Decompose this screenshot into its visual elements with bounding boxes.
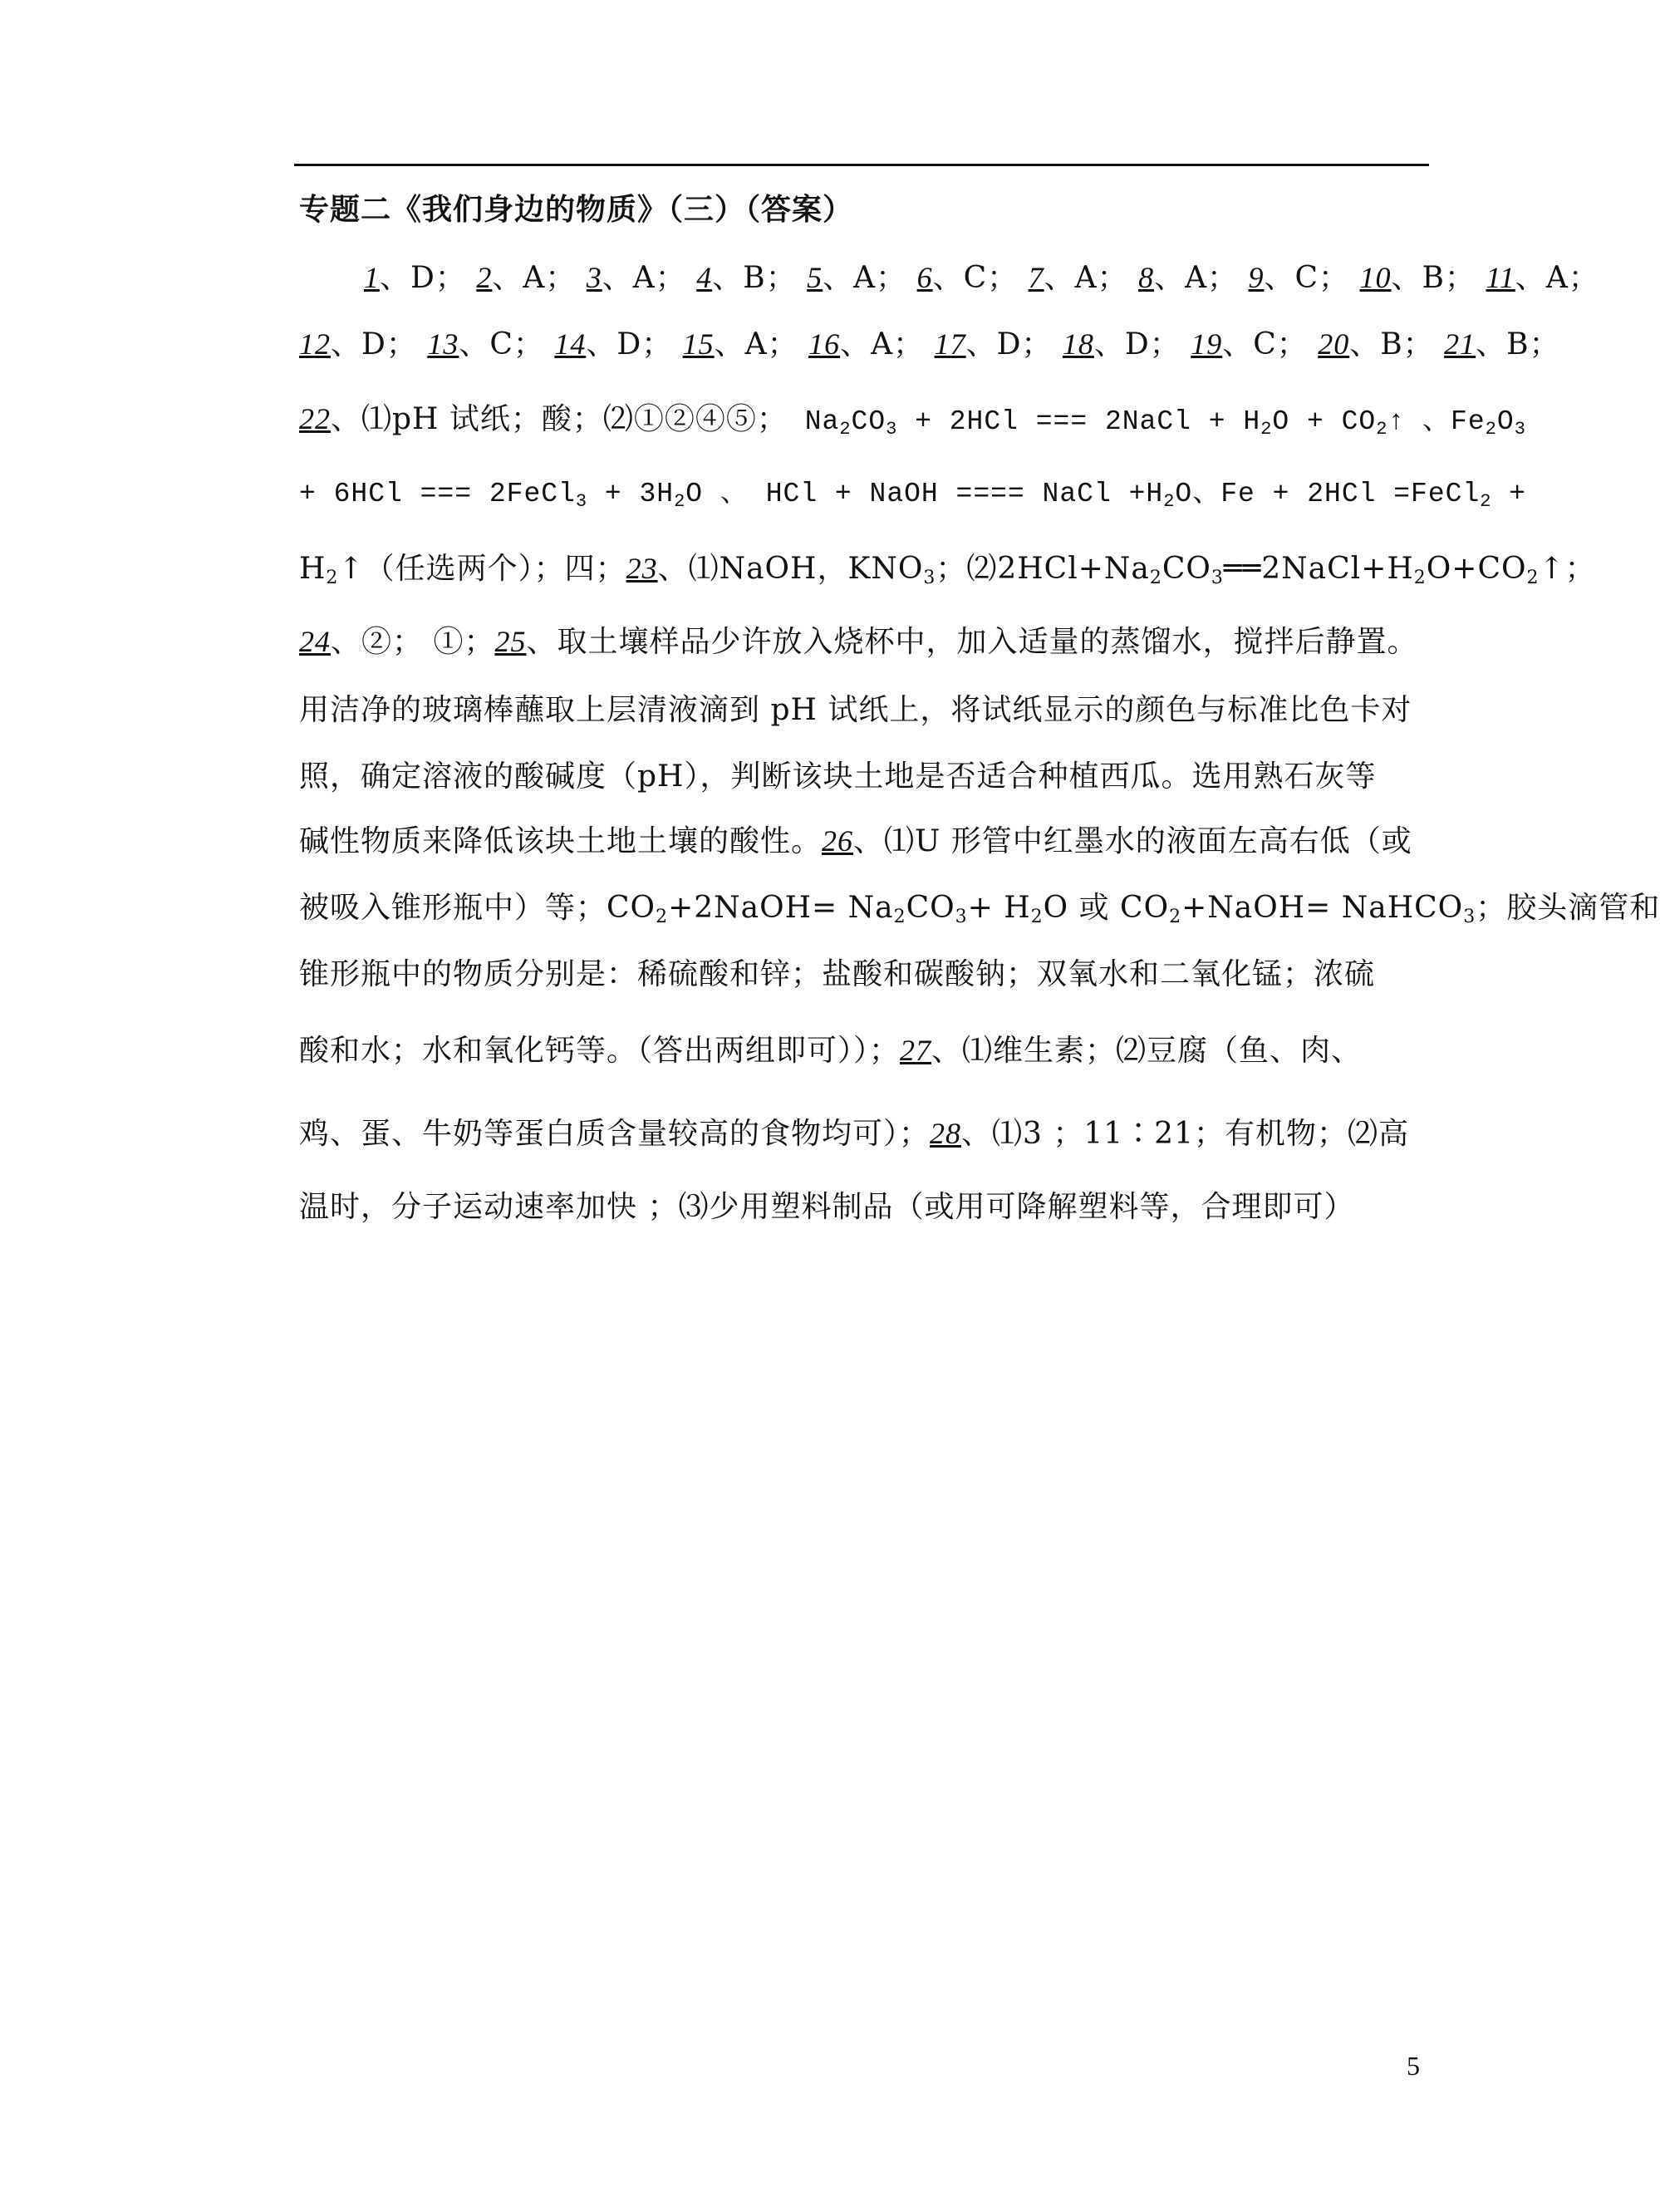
answer: 、B； bbox=[1391, 261, 1476, 295]
answer-line-3 bbox=[299, 396, 1526, 440]
answer-line-9: 碱性物质来降低该块土地土壤的酸性。26、⑴U 形管中红墨水的液面左高右低（或 bbox=[299, 824, 1412, 858]
text: 、⑴pH 试纸；酸；⑵①②④⑤； bbox=[331, 402, 788, 436]
answer: 、C； bbox=[932, 261, 1019, 295]
question-number: 7 bbox=[1028, 261, 1044, 294]
question-number: 4 bbox=[696, 261, 713, 294]
question-number: 28 bbox=[930, 1117, 962, 1150]
question-number: 12 bbox=[299, 327, 331, 361]
question-number: 24 bbox=[299, 625, 331, 658]
answer-line-14: 温时，分子运动速率加快 ；⑶少用塑料制品（或用可降解塑料等，合理即可） bbox=[299, 1190, 1355, 1224]
page-title: 专题二《我们身边的物质》（三）（答案） bbox=[299, 192, 854, 227]
answer-line-2 bbox=[299, 321, 1560, 363]
answer: 、C； bbox=[1264, 261, 1350, 295]
question-number: 19 bbox=[1191, 327, 1223, 361]
answer: 、B； bbox=[1476, 327, 1560, 361]
answer-line-5: $H_2↑$（任选两个）；四；23、⑴NaOH，$KNO_3$；$⑵2HCl+Na_2CO_3══2NaCl+H_2O+CO_2↑$； bbox=[299, 552, 1596, 588]
answer: 、A； bbox=[840, 327, 925, 361]
question-number: 3 bbox=[586, 261, 602, 294]
question-number: 16 bbox=[808, 327, 841, 361]
answer: 、D； bbox=[965, 327, 1053, 361]
answer-line-13: 鸡、蛋、牛奶等蛋白质含量较高的食物均可）；28、⑴3 ；11∶21；有机物；⑵高 bbox=[299, 1117, 1409, 1151]
question-number: 6 bbox=[916, 261, 933, 294]
question-number: 13 bbox=[427, 327, 459, 361]
equation: $Na_2CO_3 + 2HCl$ === 2NaCl + $H_2O$ + $CO_2↑$ bbox=[787, 406, 1406, 440]
answer: 、C； bbox=[459, 327, 544, 361]
answer-line-8: 照，确定溶液的酸碱度（pH），判断该块土地是否适合种植西瓜。选用熟石灰等 bbox=[299, 759, 1377, 794]
question-number: 25 bbox=[494, 625, 527, 658]
answer-line-12: 酸和水；水和氧化钙等。（答出两组即可））；27、⑴维生素；⑵豆腐（鱼、肉、 bbox=[299, 1034, 1363, 1068]
answer-line-4: + 6HCl === 2FeCl$_3$ + $3H_2O$ 、 HCl + NaOH ==== NaCl $+H_2O$、Fe + 2HCl =FeCl$_2$ + bbox=[299, 479, 1527, 512]
question-number: 22 bbox=[299, 402, 331, 435]
question-number: 2 bbox=[476, 261, 493, 294]
question-number: 15 bbox=[682, 327, 715, 361]
answer-line-6: 24、②； ①；25、取土壤样品少许放入烧杯中，加入适量的蒸馏水，搅拌后静置。 bbox=[299, 625, 1418, 659]
answer-line-10: 被吸入锥形瓶中）等；$CO_2+2NaOH= Na_2CO_3+ H_2O$ 或 $CO_2+NaOH=$ NaHCO$_3$；胶头滴管和 bbox=[299, 891, 1660, 927]
question-number: 20 bbox=[1318, 327, 1350, 361]
answer-line-1 bbox=[364, 254, 1599, 297]
question-number: 11 bbox=[1486, 261, 1515, 294]
answer: 、D； bbox=[331, 327, 417, 361]
answer-line-11: 锥形瓶中的物质分别是：稀硫酸和锌；盐酸和碳酸钠；双氧水和二氧化锰；浓硫 bbox=[299, 957, 1376, 991]
answer: 、A； bbox=[492, 261, 577, 295]
question-number: 5 bbox=[807, 261, 823, 294]
answer: 、A； bbox=[714, 327, 798, 361]
question-number: 17 bbox=[934, 327, 966, 361]
answer: 、D； bbox=[1093, 327, 1181, 361]
question-number: 10 bbox=[1359, 261, 1392, 294]
answer: 、A； bbox=[602, 261, 686, 295]
answer: 、B； bbox=[712, 261, 797, 295]
question-number: 1 bbox=[364, 261, 380, 294]
equation: 、$Fe_2O_3$ bbox=[1405, 406, 1526, 440]
question-number: 18 bbox=[1062, 327, 1094, 361]
answer: 、A； bbox=[1154, 261, 1239, 295]
question-number: 26 bbox=[822, 824, 854, 858]
question-number: 21 bbox=[1444, 327, 1476, 361]
question-number: 14 bbox=[554, 327, 587, 361]
answer: 、A； bbox=[1044, 261, 1128, 295]
answer: 、C； bbox=[1222, 327, 1308, 361]
question-number: 23 bbox=[626, 552, 658, 585]
answer-line-7: 用洁净的玻璃棒蘸取上层清液滴到 pH 试纸上，将试纸显示的颜色与标准比色卡对 bbox=[299, 693, 1412, 727]
answer: 、D； bbox=[380, 261, 466, 295]
answer: 、D； bbox=[586, 327, 673, 361]
answer: 、A； bbox=[1515, 261, 1599, 295]
question-number: 9 bbox=[1248, 261, 1265, 294]
header-rule bbox=[294, 164, 1429, 166]
answer: 、A； bbox=[823, 261, 907, 295]
question-number: 27 bbox=[900, 1034, 932, 1067]
answer: 、B； bbox=[1349, 327, 1434, 361]
question-number: 8 bbox=[1138, 261, 1155, 294]
page-number: 5 bbox=[1407, 2051, 1420, 2081]
